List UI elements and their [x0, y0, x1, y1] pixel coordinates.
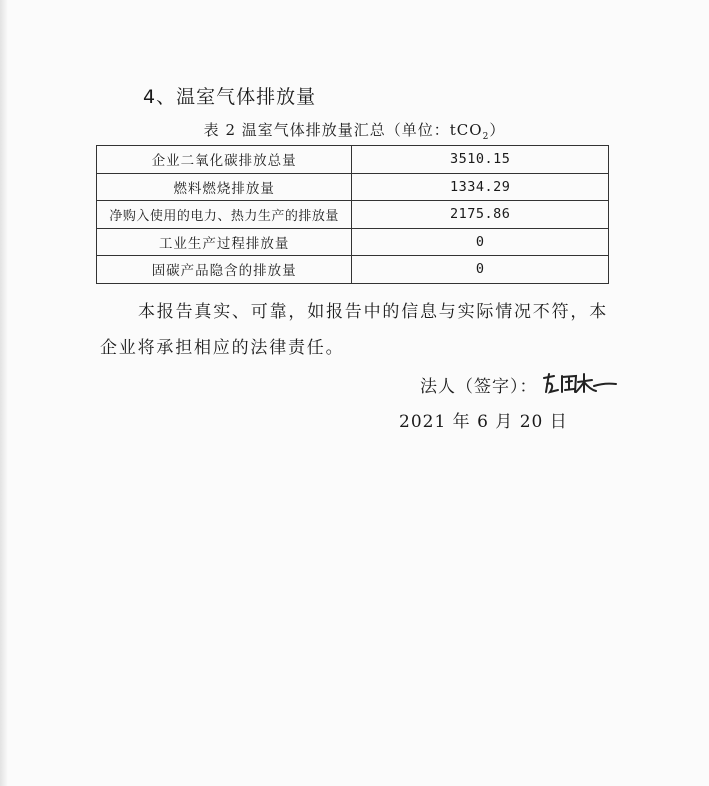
- row-label: 企业二氧化碳排放总量: [97, 146, 352, 174]
- table-row: [97, 173, 609, 201]
- signature-line: [420, 370, 618, 398]
- table-row: [97, 228, 609, 256]
- section-heading: 4、温室气体排放量: [143, 86, 317, 108]
- row-label: 工业生产过程排放量: [97, 228, 352, 256]
- table-row: [97, 201, 609, 229]
- row-value: 0: [352, 256, 609, 284]
- signing-date: 2021 年 6 月 20 日: [399, 412, 568, 432]
- row-value: 0: [352, 228, 609, 256]
- row-label: 净购入使用的电力、热力生产的排放量: [97, 201, 352, 229]
- row-value: 2175.86: [352, 201, 609, 229]
- table-caption: [0, 119, 709, 142]
- signature-label: 法人（签字）：: [420, 376, 538, 397]
- page-edge-shadow: [0, 0, 8, 786]
- emissions-summary-table: [96, 145, 609, 284]
- row-label: 燃料燃烧排放量: [97, 173, 352, 201]
- row-value: 1334.29: [352, 173, 609, 201]
- table-caption-unit: tCO$_2$: [449, 121, 490, 142]
- row-value: 3510.15: [352, 146, 609, 174]
- table-row: [97, 146, 609, 174]
- row-label: 固碳产品隐含的排放量: [97, 256, 352, 284]
- table-row: [97, 256, 609, 284]
- declaration-paragraph: 本报告真实、可靠，如报告中的信息与实际情况不符，本企业将承担相应的法律责任。: [100, 302, 608, 358]
- table-caption-end: ）: [489, 121, 506, 139]
- table-caption-text: 表 2 温室气体排放量汇总（单位：: [203, 121, 450, 139]
- handwritten-signature-icon: [540, 370, 618, 398]
